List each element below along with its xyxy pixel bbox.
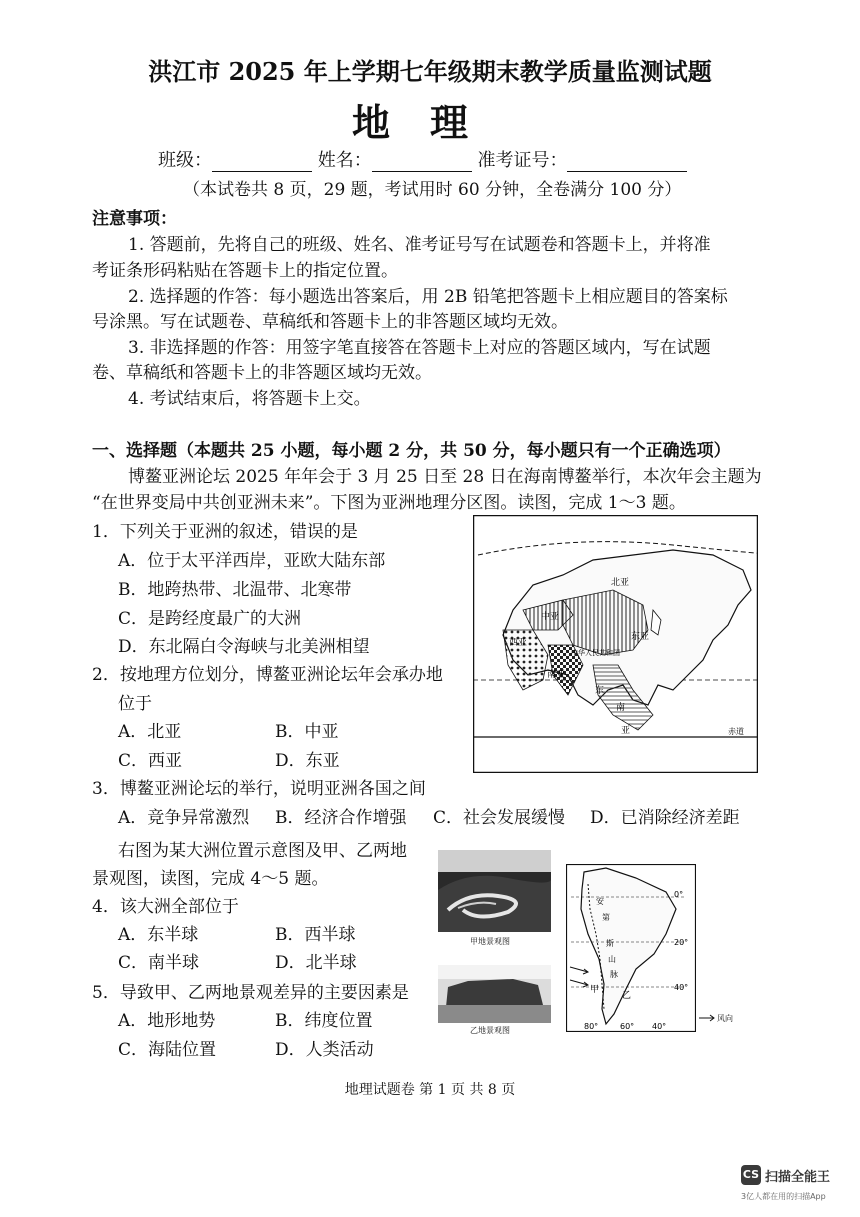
lat-40-label: 40° bbox=[674, 983, 689, 992]
notice-line: 1. 答题前，先将自己的班级、姓名、准考证号写在试题卷和答题卡上，并将准 bbox=[128, 235, 711, 255]
label-southeast-asia-1: 东 bbox=[595, 686, 605, 696]
notice-line: 3. 非选择题的作答：用签字笔直接答在答题卡上对应的答题区域内，写在试题 bbox=[128, 338, 711, 358]
name-blank[interactable] bbox=[372, 153, 472, 172]
q4-option-b: B．西半球 bbox=[275, 925, 356, 945]
scanner-logo-icon: CS bbox=[741, 1165, 761, 1185]
label-china: 中华人民共和国 bbox=[571, 649, 620, 657]
notice-line: 2. 选择题的作答：每小题选出答案后，用 2B 铅笔把答题卡上相应题目的答案标 bbox=[128, 287, 728, 307]
notice-line: 号涂黑。写在试题卷、草稿纸和答题卡上的非答题区域均无效。 bbox=[92, 312, 568, 332]
scanner-app-name: 扫描全能王 bbox=[765, 1170, 831, 1185]
question-2-stem-cont: 位于 bbox=[118, 694, 152, 714]
scanner-tagline: 3亿人都在用的扫描App bbox=[741, 1192, 826, 1201]
q5-option-c: C．海陆位置 bbox=[118, 1040, 217, 1060]
question-5-stem: 5．导致甲、乙两地景观差异的主要因素是 bbox=[92, 983, 409, 1003]
andes-label-5: 脉 bbox=[610, 970, 618, 979]
q4-option-c: C．南半球 bbox=[118, 953, 200, 973]
andes-label-4: 山 bbox=[608, 955, 616, 964]
q1-option-b: B．地跨热带、北温带、北寒带 bbox=[118, 580, 352, 600]
q3-option-c: C．社会发展缓慢 bbox=[433, 808, 566, 828]
question-1-stem: 1．下列关于亚洲的叙述，错误的是 bbox=[92, 522, 358, 542]
notice-line: 卷、草稿纸和答题卡上的非答题区域均无效。 bbox=[92, 363, 432, 383]
exam-title: 洪江市 2025 年上学期七年级期末教学质量监测试题 bbox=[148, 57, 712, 86]
question-4-stem: 4．该大洲全部位于 bbox=[92, 897, 239, 917]
page-footer: 地理试题卷 第 1 页 共 8 页 bbox=[344, 1082, 516, 1098]
lat-20-label: 20° bbox=[674, 938, 689, 947]
class-label: 班级： bbox=[158, 150, 212, 171]
q4-option-d: D．北半球 bbox=[275, 953, 357, 973]
andes-label-1: 安 bbox=[596, 897, 604, 906]
q3-option-a: A．竞争异常激烈 bbox=[118, 808, 250, 828]
intro-45-line: 景观图，读图，完成 4～5 题。 bbox=[92, 869, 329, 889]
asia-region-map bbox=[473, 515, 758, 773]
q5-option-b: B．纬度位置 bbox=[275, 1011, 373, 1031]
label-southeast-asia-2: 南 bbox=[616, 703, 626, 713]
exam-info: （本试卷共 8 页，29 题，考试用时 60 分钟，全卷满分 100 分） bbox=[183, 180, 682, 200]
student-info-line bbox=[158, 146, 687, 172]
class-blank[interactable] bbox=[212, 153, 312, 172]
notice-heading: 注意事项： bbox=[92, 209, 177, 229]
q2-option-d: D．东亚 bbox=[275, 751, 340, 771]
andes-label-3: 斯 bbox=[606, 939, 614, 948]
notice-line: 4. 考试结束后，将答题卡上交。 bbox=[128, 389, 371, 409]
yi-landscape-photo bbox=[438, 965, 551, 1023]
q2-option-c: C．西亚 bbox=[118, 751, 183, 771]
name-label: 姓名： bbox=[317, 150, 372, 171]
section-heading: 一、选择题（本题共 25 小题，每小题 2 分，共 50 分，每小题只有一个正确选项） bbox=[92, 441, 731, 461]
label-west-asia: 西亚 bbox=[509, 638, 528, 648]
label-southeast-asia-3: 亚 bbox=[621, 726, 631, 736]
south-america-map bbox=[566, 864, 696, 1032]
q1-option-d: D．东北隔白令海峡与北美洲相望 bbox=[118, 637, 370, 657]
yi-location-label: 乙 bbox=[622, 991, 632, 1001]
lat-0-label: 0° bbox=[674, 890, 684, 899]
yi-photo-caption: 乙地景观图 bbox=[470, 1026, 510, 1035]
label-equator: 赤道 bbox=[728, 727, 744, 736]
q5-option-d: D．人类活动 bbox=[275, 1040, 374, 1060]
q3-option-d: D．已消除经济差距 bbox=[590, 808, 740, 828]
id-blank[interactable] bbox=[567, 153, 687, 172]
jia-landscape-photo bbox=[438, 850, 551, 932]
wind-legend-label: 风向 bbox=[717, 1014, 733, 1023]
label-central-asia: 中亚 bbox=[541, 612, 560, 622]
lon-40-label: 40° bbox=[652, 1022, 667, 1031]
jia-photo-caption: 甲地景观图 bbox=[470, 937, 510, 946]
notice-line: 考证条形码粘贴在答题卡上的指定位置。 bbox=[92, 261, 398, 281]
andes-label-2: 第 bbox=[602, 913, 610, 922]
q1-option-c: C．是跨经度最广的大洲 bbox=[118, 609, 302, 629]
intro-line: “在世界变局中共创亚洲未来”。下图为亚洲地理分区图。读图，完成 1～3 题。 bbox=[92, 493, 686, 513]
q5-option-a: A．地形地势 bbox=[118, 1011, 216, 1031]
subject-title: 地理 bbox=[351, 100, 508, 145]
lon-60-label: 60° bbox=[620, 1022, 635, 1031]
q2-option-b: B．中亚 bbox=[275, 722, 339, 742]
intro-45-line: 右图为某大洲位置示意图及甲、乙两地 bbox=[118, 841, 407, 861]
wind-legend-arrow-icon bbox=[698, 1013, 716, 1023]
q3-option-b: B．经济合作增强 bbox=[275, 808, 407, 828]
label-north-asia: 北亚 bbox=[611, 578, 630, 588]
label-east-asia: 东亚 bbox=[631, 632, 650, 642]
q1-option-a: A．位于太平洋西岸，亚欧大陆东部 bbox=[118, 551, 386, 571]
jia-location-label: 甲 bbox=[590, 985, 600, 995]
q4-option-a: A．东半球 bbox=[118, 925, 199, 945]
question-2-stem: 2．按地理方位划分，博鳌亚洲论坛年会承办地 bbox=[92, 665, 443, 685]
label-south-asia: 南亚 bbox=[547, 670, 566, 680]
question-3-stem: 3．博鳌亚洲论坛的举行，说明亚洲各国之间 bbox=[92, 779, 426, 799]
q2-option-a: A．北亚 bbox=[118, 722, 182, 742]
intro-line: 博鳌亚洲论坛 2025 年年会于 3 月 25 日至 28 日在海南博鳌举行，本次年会主题为 bbox=[128, 467, 762, 487]
lon-80-label: 80° bbox=[584, 1022, 599, 1031]
id-label: 准考证号： bbox=[477, 150, 568, 171]
